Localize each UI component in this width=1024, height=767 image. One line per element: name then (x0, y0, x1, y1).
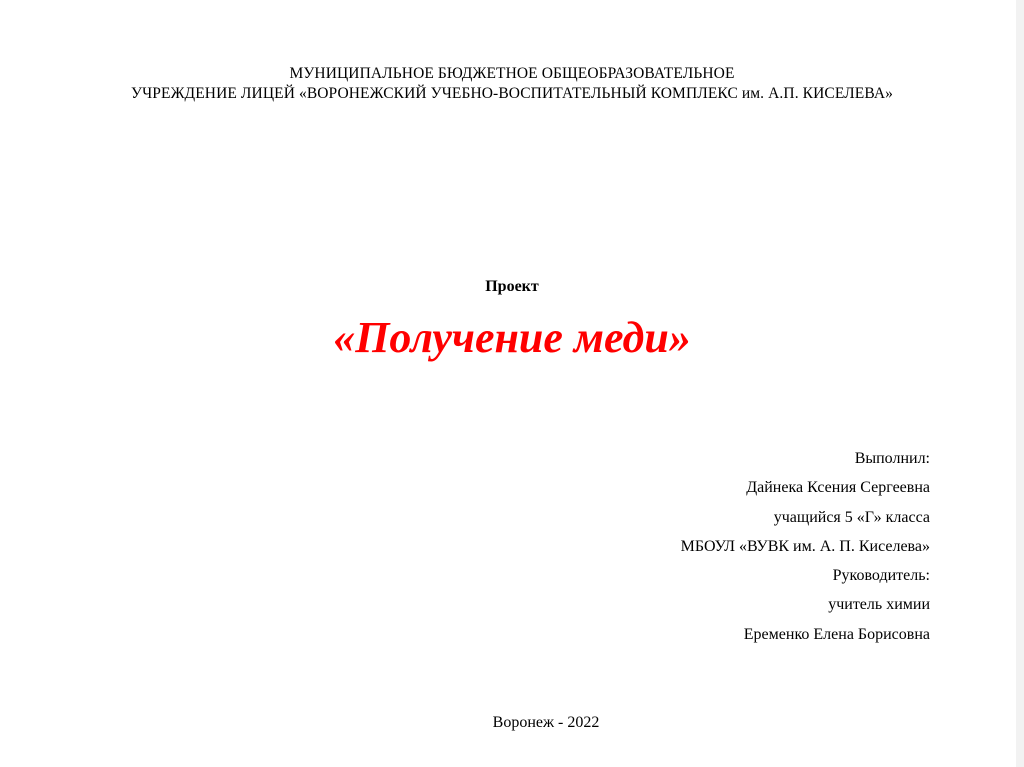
page-edge (1016, 0, 1024, 767)
info-line-supervisor-label: Руководитель: (832, 567, 930, 585)
info-line-student-class: учащийся 5 «Г» класса (773, 508, 930, 526)
institution-header (0, 64, 1024, 104)
info-line-supervisor-role: учитель химии (828, 596, 930, 614)
institution-header-line-1: МУНИЦИПАЛЬНОЕ БЮДЖЕТНОЕ ОБЩЕОБРАЗОВАТЕЛЬНОЕ (289, 65, 735, 82)
project-label: Проект (485, 278, 539, 295)
info-line-school: МБОУЛ «ВУВК им. А. П. Киселева» (680, 537, 930, 555)
info-line-performed-by: Выполнил: (854, 450, 930, 467)
project-title: «Получение меди» (333, 313, 691, 362)
author-info (681, 444, 930, 649)
info-line-supervisor-name: Еременко Елена Борисовна (743, 625, 930, 643)
info-line-student-name: Дайнека Ксения Сергеевна (746, 479, 930, 497)
city-year-footer: Воронеж - 2022 (492, 714, 600, 731)
institution-header-line-2: УЧРЕЖДЕНИЕ ЛИЦЕЙ «ВОРОНЕЖСКИЙ УЧЕБНО-ВОСПИТАТЕЛЬНЫЙ КОМПЛЕКС им. А.П. КИСЕЛЕВА» (131, 85, 893, 102)
